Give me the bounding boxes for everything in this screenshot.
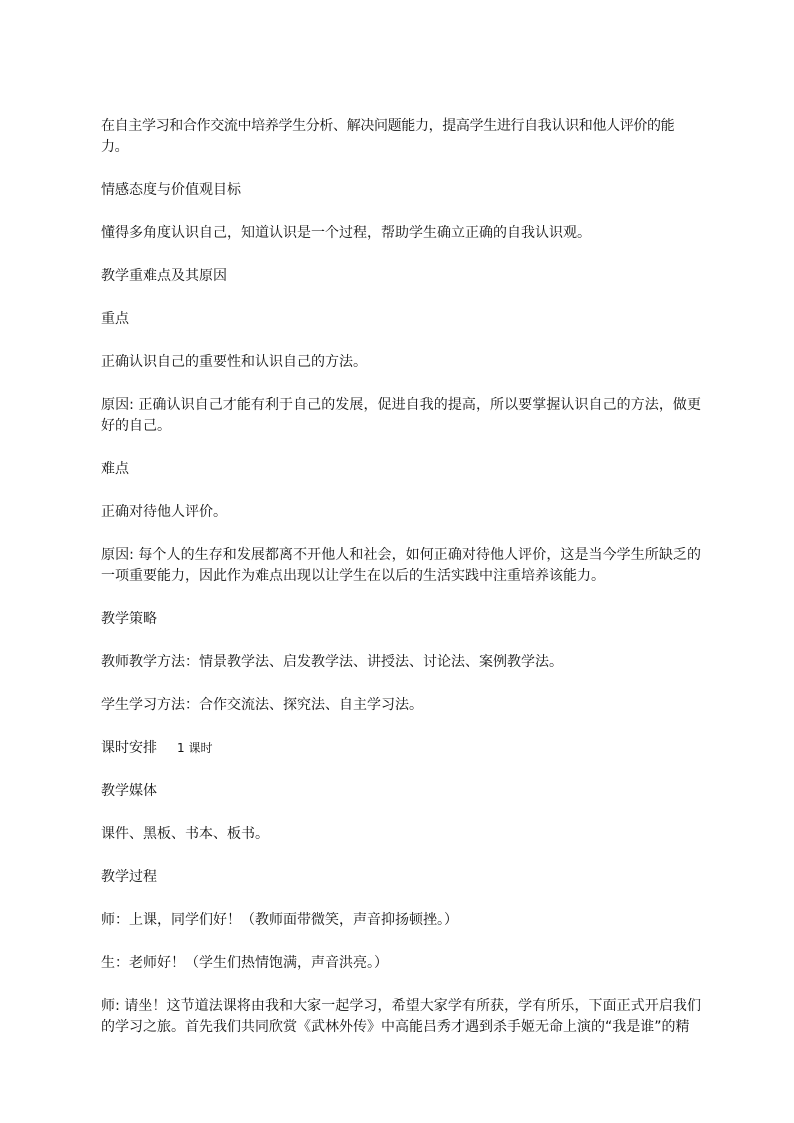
paragraph-difficult-point: 正确对待他人评价。	[101, 504, 227, 520]
paragraph-student-methods: 学生学习方法：合作交流法、探究法、自主学习法。	[101, 697, 423, 713]
heading-teaching-media: 教学媒体	[101, 783, 157, 799]
paragraph-teacher-intro: 师: 请坐！这节道法课将由我和大家一起学习，希望大家学有所获，学有所乐，下面正式开启我们的学习之旅。首先我们共同欣赏《武林外传》中高能吕秀才遇到杀手姬无命上演的“我是谁”的精	[101, 998, 701, 1035]
heading-emotion-goal: 情感态度与价值观目标	[101, 182, 241, 198]
schedule-value: 1 课时	[177, 741, 213, 755]
paragraph-difficult-point-reason: 原因: 每个人的生存和发展都离不开他人和社会，如何正确对待他人评价，这是当今学生所缺乏的一项重要能力，因此作为难点出现以让学生在以后的生活实践中注重培养该能力。	[101, 547, 701, 584]
schedule-label: 课时安排	[101, 740, 157, 756]
paragraph-ability-goal: 在自主学习和合作交流中培养学生分析、解决问题能力，提高学生进行自我认识和他人评价的能力。	[101, 118, 675, 155]
heading-teaching-strategy: 教学策略	[101, 611, 157, 627]
heading-key-point: 重点	[101, 311, 129, 327]
paragraph-teacher-greeting: 师：上课，同学们好！（教师面带微笑，声音抑扬顿挫。）	[101, 912, 458, 928]
paragraph-key-point: 正确认识自己的重要性和认识自己的方法。	[101, 354, 367, 370]
paragraph-teaching-media: 课件、黑板、书本、板书。	[101, 826, 269, 842]
paragraph-emotion-goal: 懂得多角度认识自己，知道认识是一个过程，帮助学生确立正确的自我认识观。	[101, 225, 591, 241]
paragraph-key-point-reason: 原因: 正确认识自己才能有利于自己的发展，促进自我的提高，所以要掌握认识自己的方法，做更好的自己。	[101, 397, 701, 434]
paragraph-student-greeting: 生：老师好！（学生们热情饱满，声音洪亮。）	[101, 955, 388, 971]
heading-difficult-point: 难点	[101, 461, 129, 477]
document-body	[101, 116, 701, 1060]
paragraph-teacher-methods: 教师教学方法：情景教学法、启发教学法、讲授法、讨论法、案例教学法。	[101, 654, 563, 670]
paragraph-schedule	[101, 738, 701, 759]
heading-key-difficult-points: 教学重难点及其原因	[101, 268, 227, 284]
heading-teaching-process: 教学过程	[101, 869, 157, 885]
